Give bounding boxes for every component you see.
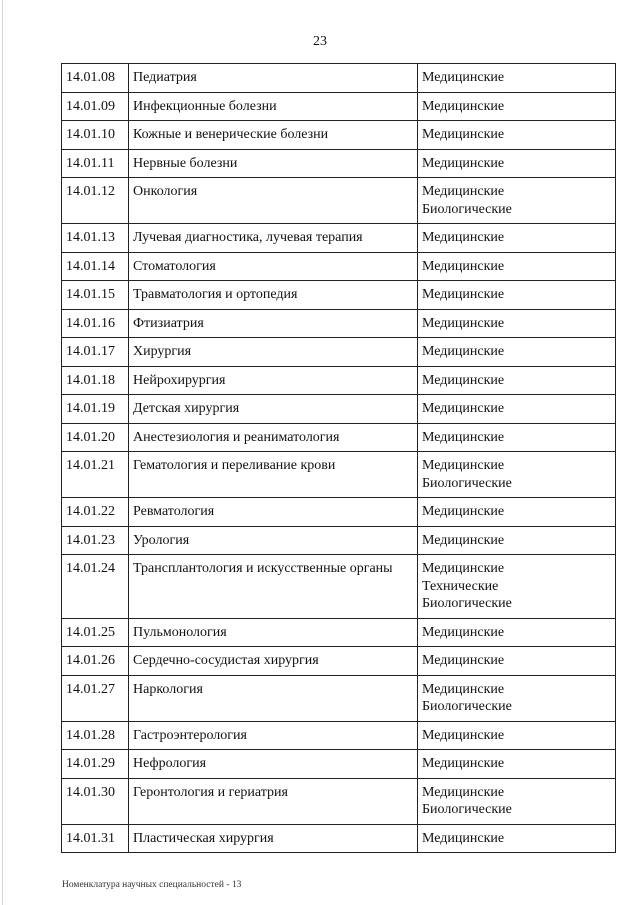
science-field-cell (418, 224, 616, 253)
specialty-code-cell: 14.01.30 (62, 778, 129, 824)
table-row (62, 121, 616, 150)
specialty-code-cell: 14.01.24 (62, 555, 129, 619)
science-field-label: Биологические (422, 802, 512, 817)
science-field-label: Медицинские (422, 127, 505, 142)
specialty-code-cell: 14.01.19 (62, 395, 129, 424)
page-edge-shadow (2, 0, 3, 905)
specialty-name-cell: Стоматология (129, 252, 418, 281)
science-field-cell (418, 824, 616, 853)
science-field-label: Медицинские (422, 184, 505, 199)
science-field-label: Медицинские (422, 372, 505, 388)
science-field-label: Медицинские (422, 653, 505, 668)
specialties-table-body (62, 64, 616, 853)
table-row (62, 675, 616, 721)
specialty-name-cell: Кожные и венерические болезни (129, 121, 418, 150)
table-row (62, 750, 616, 779)
specialty-code-cell: 14.01.13 (62, 224, 129, 253)
science-field-label: Медицинские (422, 624, 505, 640)
science-field-label: Медицинские (422, 258, 505, 274)
science-field-cell (418, 64, 616, 93)
science-field-cell (418, 721, 616, 750)
specialty-name-cell: Гастроэнтерология (129, 721, 418, 750)
science-field-cell (418, 395, 616, 424)
science-field-label: Медицинские (422, 727, 505, 743)
science-field-cell (418, 92, 616, 121)
specialty-code-cell: 14.01.26 (62, 647, 129, 676)
science-field-cell (418, 555, 616, 619)
specialty-name-cell: Травматология и ортопедия (129, 281, 418, 310)
table-row (62, 309, 616, 338)
science-field-label: Медицинские (422, 504, 505, 519)
science-field-label: Биологические (422, 475, 512, 491)
specialty-name-cell: Наркология (129, 675, 418, 721)
table-row (62, 647, 616, 676)
table-row (62, 555, 616, 619)
specialty-name-cell: Урология (129, 526, 418, 555)
science-field-cell (418, 526, 616, 555)
specialties-table (61, 63, 616, 853)
specialty-name-cell: Анестезиология и реаниматология (129, 423, 418, 452)
specialty-name-cell: Нейрохирургия (129, 366, 418, 395)
science-field-label: Медицинские (422, 98, 505, 114)
science-field-cell (418, 252, 616, 281)
science-field-cell (418, 778, 616, 824)
table-row (62, 452, 616, 498)
specialty-name-cell: Нефрология (129, 750, 418, 779)
science-field-cell (418, 366, 616, 395)
table-row (62, 721, 616, 750)
science-field-label: Технические (422, 578, 499, 594)
table-row (62, 423, 616, 452)
science-field-label: Медицинские (422, 532, 505, 548)
science-field-label: Медицинские (422, 230, 505, 245)
specialty-name-cell: Нервные болезни (129, 149, 418, 178)
specialty-code-cell: 14.01.21 (62, 452, 129, 498)
science-field-label: Медицинские (422, 756, 505, 771)
science-field-cell (418, 309, 616, 338)
science-field-cell (418, 423, 616, 452)
science-field-label: Медицинские (422, 287, 505, 302)
specialty-code-cell: 14.01.16 (62, 309, 129, 338)
page-footer: Номенклатура научных специальностей - 13 (62, 880, 242, 890)
science-field-cell (418, 149, 616, 178)
science-field-label: Медицинские (422, 830, 505, 846)
specialty-code-cell: 14.01.27 (62, 675, 129, 721)
specialty-code-cell: 14.01.11 (62, 149, 129, 178)
specialty-name-cell: Гематология и переливание крови (129, 452, 418, 498)
table-row (62, 498, 616, 527)
science-field-label: Медицинские (422, 155, 505, 171)
table-row (62, 92, 616, 121)
science-field-cell (418, 750, 616, 779)
specialty-code-cell: 14.01.08 (62, 64, 129, 93)
specialty-name-cell: Пластическая хирургия (129, 824, 418, 853)
science-field-label: Медицинские (422, 70, 505, 85)
specialty-name-cell: Ревматология (129, 498, 418, 527)
table-row (62, 778, 616, 824)
table-row (62, 526, 616, 555)
page-number: 23 (313, 34, 327, 49)
specialty-code-cell: 14.01.10 (62, 121, 129, 150)
table-row (62, 224, 616, 253)
specialty-code-cell: 14.01.29 (62, 750, 129, 779)
specialty-name-cell: Хирургия (129, 338, 418, 367)
table-row (62, 178, 616, 224)
science-field-label: Медицинские (422, 429, 505, 445)
science-field-cell (418, 675, 616, 721)
science-field-label: Биологические (422, 596, 512, 611)
science-field-label: Биологические (422, 699, 512, 714)
specialty-code-cell: 14.01.09 (62, 92, 129, 121)
science-field-label: Медицинские (422, 344, 505, 359)
science-field-label: Медицинские (422, 401, 505, 416)
specialty-name-cell: Педиатрия (129, 64, 418, 93)
specialty-code-cell: 14.01.17 (62, 338, 129, 367)
specialty-code-cell: 14.01.20 (62, 423, 129, 452)
table-row (62, 824, 616, 853)
specialty-name-cell: Фтизиатрия (129, 309, 418, 338)
science-field-label: Медицинские (422, 681, 505, 697)
science-field-cell (418, 498, 616, 527)
science-field-cell (418, 281, 616, 310)
table-row (62, 395, 616, 424)
science-field-cell (418, 618, 616, 647)
science-field-label: Медицинские (422, 784, 505, 800)
science-field-cell (418, 338, 616, 367)
specialty-name-cell: Пульмонология (129, 618, 418, 647)
science-field-cell (418, 647, 616, 676)
specialty-code-cell: 14.01.12 (62, 178, 129, 224)
specialty-code-cell: 14.01.22 (62, 498, 129, 527)
table-row (62, 338, 616, 367)
specialty-code-cell: 14.01.23 (62, 526, 129, 555)
specialty-code-cell: 14.01.18 (62, 366, 129, 395)
specialty-code-cell: 14.01.14 (62, 252, 129, 281)
specialty-name-cell: Детская хирургия (129, 395, 418, 424)
table-row (62, 64, 616, 93)
specialty-code-cell: 14.01.15 (62, 281, 129, 310)
table-row (62, 618, 616, 647)
science-field-cell (418, 452, 616, 498)
table-row (62, 366, 616, 395)
specialty-code-cell: 14.01.25 (62, 618, 129, 647)
specialty-name-cell: Геронтология и гериатрия (129, 778, 418, 824)
specialty-name-cell: Трансплантология и искусственные органы (129, 555, 418, 619)
table-row (62, 252, 616, 281)
science-field-cell (418, 178, 616, 224)
specialty-code-cell: 14.01.31 (62, 824, 129, 853)
science-field-label: Биологические (422, 201, 512, 217)
specialty-name-cell: Лучевая диагностика, лучевая терапия (129, 224, 418, 253)
specialty-code-cell: 14.01.28 (62, 721, 129, 750)
science-field-cell (418, 121, 616, 150)
table-row (62, 149, 616, 178)
specialty-name-cell: Онкология (129, 178, 418, 224)
table-row (62, 281, 616, 310)
science-field-label: Медицинские (422, 458, 505, 473)
science-field-label: Медицинские (422, 315, 505, 331)
science-field-label: Медицинские (422, 561, 505, 576)
specialty-name-cell: Сердечно-сосудистая хирургия (129, 647, 418, 676)
specialty-name-cell: Инфекционные болезни (129, 92, 418, 121)
